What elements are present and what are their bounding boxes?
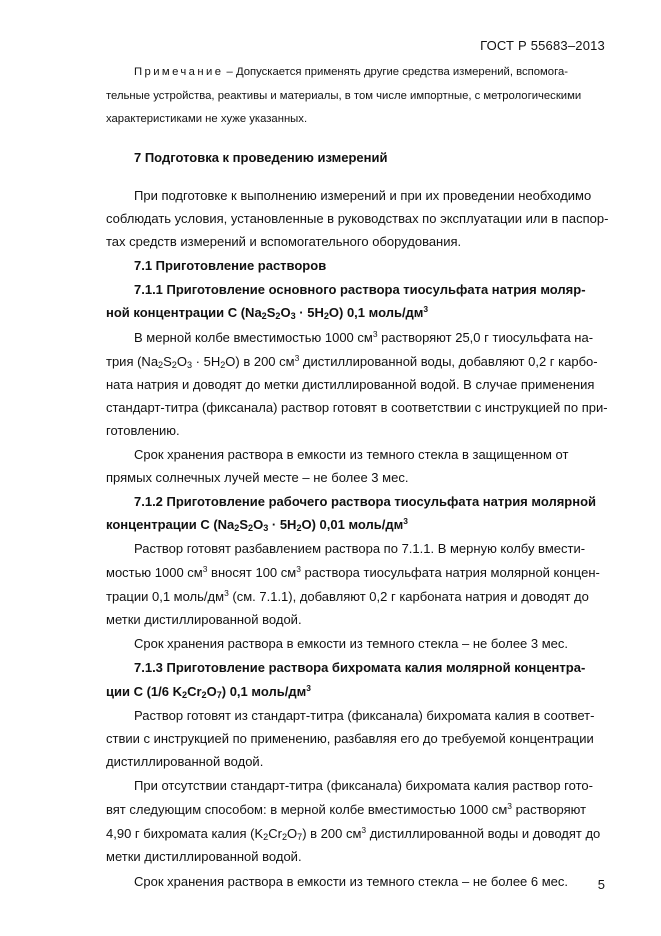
subsection-heading: 7.1.2 Приготовление рабочего раствора тиосульфата натрия молярной	[134, 494, 597, 509]
text-line: прямых солнечных лучей месте – не более 3 мес.	[106, 470, 409, 485]
text-line: ствии с инструкцией по применению, разбавляя его до требуемой концентрации	[106, 731, 594, 746]
text-line: метки дистиллированной водой.	[106, 849, 302, 864]
subsection-heading: 7.1.1 Приготовление основного раствора тиосульфата натрия моляр-	[134, 282, 586, 297]
subsection-heading: 7.1 Приготовление растворов	[134, 258, 327, 273]
note-label: Примечание	[134, 66, 224, 78]
text-line: вят следующим способом: в мерной колбе вместимостью 1000 $см^3$ растворяют	[106, 801, 587, 817]
text-line: тах средств измерений и вспомогательного оборудования.	[106, 234, 462, 249]
subsection-heading: концентрации С $(Na_2S_2O_3 \cdot 5H_2O)$ 0,01 моль/$дм^3$	[106, 516, 408, 533]
text-line: При отсутствии стандарт-титра (фиксанала) бихромата калия раствор гото-	[134, 778, 593, 793]
subsection-heading: ной концентрации С $(Na_2S_2O_3 \cdot 5H_2O)$ 0,1 моль/$дм^3$	[106, 304, 429, 321]
text-line: 4,90 г бихромата калия $(K_2Cr_2O_7)$ в 200 $см^3$ дистиллированной воды и доводят до	[106, 825, 601, 842]
note-line: Примечание – Допускается применять другие средства измерений, вспомога-	[134, 66, 569, 78]
text-line: стандарт-титра (фиксанала) раствор готовят в соответствии с инструкцией по при-	[106, 400, 608, 415]
text-line: соблюдать условия, установленные в руководствах по эксплуатации или в паспор-	[106, 211, 609, 226]
text-line: готовлению.	[106, 423, 180, 438]
text-line: Раствор готовят разбавлением раствора по 7.1.1. В мерную колбу вмести-	[134, 541, 586, 556]
text-line: Срок хранения раствора в емкости из темного стекла в защищенном от	[134, 447, 569, 462]
note-line: тельные устройства, реактивы и материалы, в том числе импортные, с метрологическими	[106, 90, 582, 102]
document-header: ГОСТ Р 55683–2013	[480, 38, 605, 53]
text-line: При подготовке к выполнению измерений и при их проведении необходимо	[134, 188, 592, 203]
page-number: 5	[597, 877, 605, 892]
section-heading: 7 Подготовка к проведению измерений	[134, 150, 388, 165]
text-line: трия $(Na_2S_2O_3 \cdot 5H_2O)$ в 200 $см^3$ дистиллированной воды, добавляют 0,2 г карбо-	[106, 353, 598, 370]
text-line: ната натрия и доводят до метки дистиллированной водой. В случае применения	[106, 377, 595, 392]
text-line: Срок хранения раствора в емкости из темного стекла – не более 6 мес.	[134, 874, 569, 889]
text-line: В мерной колбе вместимостью 1000 $см^3$ растворяют 25,0 г тиосульфата на-	[134, 329, 594, 345]
text-line: мостью 1000 $см^3$ вносят 100 $см^3$ раствора тиосульфата натрия молярной концен-	[106, 564, 600, 580]
text-line: дистиллированной водой.	[106, 754, 264, 769]
subsection-heading: 7.1.3 Приготовление раствора бихромата калия молярной концентра-	[134, 660, 586, 675]
note-line: характеристиками не хуже указанных.	[106, 113, 308, 125]
text-line: трации 0,1 моль/$дм^3$ (см. 7.1.1), добавляют 0,2 г карбоната натрия и доводят до	[106, 588, 589, 604]
text-line: Срок хранения раствора в емкости из темного стекла – не более 3 мес.	[134, 636, 569, 651]
subsection-heading: ции С (1/6 $K_2Cr_2O_7$) 0,1 моль/$дм^3$	[106, 683, 311, 700]
text-line: метки дистиллированной водой.	[106, 612, 302, 627]
text-line: Раствор готовят из стандарт-титра (фиксанала) бихромата калия в соответ-	[134, 708, 595, 723]
